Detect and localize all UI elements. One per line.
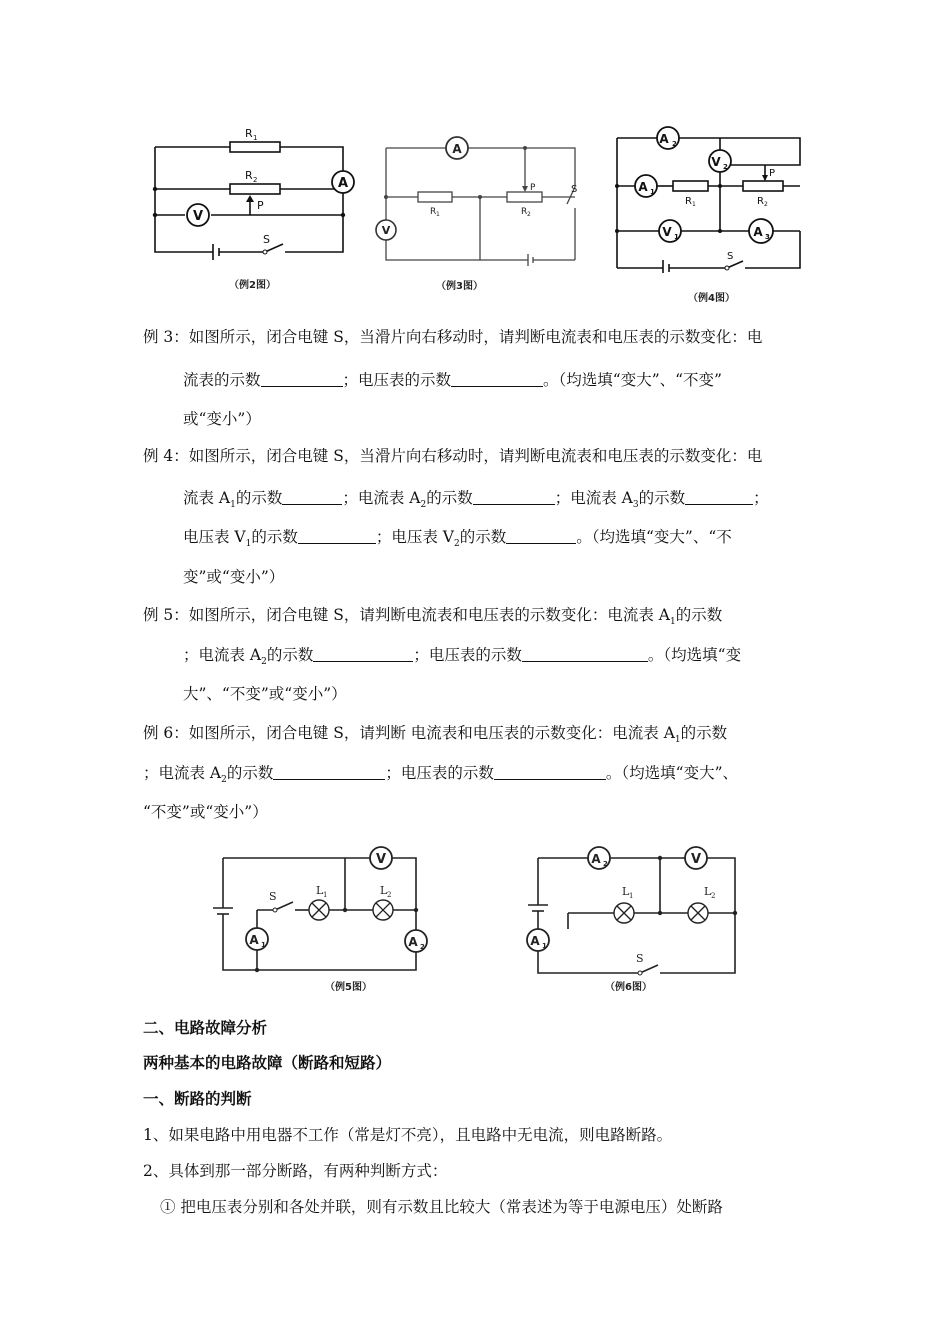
answer-blank[interactable] <box>506 529 576 544</box>
answer-blank[interactable] <box>473 490 555 505</box>
ammeter-a2-label: A <box>408 935 418 949</box>
subheading-two-faults: 两种基本的电路故障（断路和短路） <box>143 1054 392 1072</box>
slider-p-label: P <box>530 183 536 193</box>
answer-blank[interactable] <box>313 647 413 662</box>
fault-item-2: 2、具体到那一部分断路，有两种判断方式： <box>143 1162 448 1180</box>
figure-example-3 <box>370 132 590 272</box>
subheading-open-circuit: 一、断路的判断 <box>143 1090 252 1108</box>
voltmeter-v-label: V <box>690 852 702 867</box>
example-3-line-3: 或“变小”） <box>183 410 261 428</box>
lamp-l1-label: L <box>622 885 630 898</box>
answer-blank[interactable] <box>451 372 543 387</box>
voltmeter-v-label: V <box>192 209 204 224</box>
voltmeter-v-label: V <box>375 852 387 867</box>
r1-label-sub: 1 <box>692 201 696 208</box>
switch-s-label: S <box>263 233 270 246</box>
ammeter-a-label: A <box>337 176 349 191</box>
switch-s-label: S <box>269 890 277 903</box>
slider-p-label: P <box>769 168 776 179</box>
example-5-line-1: 例 5：如图所示，闭合电键 S，请判断电流表和电压表的示数变化：电流表 $A_1$的示数 <box>143 606 723 628</box>
answer-blank[interactable] <box>494 765 606 780</box>
answer-blank[interactable] <box>685 490 753 505</box>
caption-example-6: （例6图） <box>605 982 652 993</box>
circuit-diagram-example-2 <box>145 122 365 272</box>
ammeter-a2-sub: 2 <box>672 140 677 148</box>
circuit-diagram-example-3 <box>370 132 590 272</box>
voltmeter-v1-label: V <box>662 225 672 239</box>
ammeter-a1-label: A <box>638 180 648 194</box>
example-5-line-2: ；电流表 $A_2$的示数 ；电压表的示数 。（均选填“变 <box>183 646 742 668</box>
caption-example-5: （例5图） <box>325 982 372 993</box>
r1-label: R <box>245 127 253 140</box>
figure-example-6 <box>520 843 745 983</box>
lamp-l1-sub: 1 <box>323 891 328 899</box>
circuit-diagram-example-4 <box>605 123 810 273</box>
switch-s-label: S <box>636 952 644 965</box>
example-5-line-3: 大”、“不变”或“变小”） <box>183 685 347 703</box>
lamp-l2-label: L <box>380 884 388 897</box>
r2-label-sub: 2 <box>527 211 531 218</box>
example-6-line-2: ；电流表 $A_2$的示数 ；电压表的示数 。（均选填“变大”、 <box>143 764 738 786</box>
r1-label-sub: 1 <box>436 211 440 218</box>
example-4-line-2: 流表 $A_1$的示数 ；电流表 $A_2$的示数 ；电流表 $A_3$的示数 ； <box>183 489 769 511</box>
answer-blank[interactable] <box>273 765 385 780</box>
slider-p-label: P <box>257 199 264 212</box>
lamp-l2-sub: 2 <box>711 892 716 900</box>
voltmeter-v2-label: V <box>711 155 721 169</box>
lamp-l2-sub: 2 <box>387 891 392 899</box>
figure-example-2 <box>145 122 365 272</box>
ammeter-a-label: A <box>452 142 462 156</box>
example-6-line-1: 例 6：如图所示，闭合电键 S，请判断 电流表和电压表的示数变化：电流表 $A_1$的示数 <box>143 724 728 746</box>
answer-blank[interactable] <box>282 490 342 505</box>
caption-example-2: （例2图） <box>229 280 276 291</box>
r1-label: R <box>430 207 437 217</box>
answer-blank[interactable] <box>298 529 376 544</box>
example-4-line-4: 变”或“变小”） <box>183 568 285 586</box>
r2-label-sub: 2 <box>253 176 258 184</box>
answer-blank[interactable] <box>522 647 648 662</box>
ammeter-a2-sub: 2 <box>420 943 425 951</box>
example-6-line-3: “不变”或“变小”） <box>143 803 268 821</box>
caption-example-4: （例4图） <box>688 293 735 304</box>
ammeter-a2-label: A <box>591 852 601 866</box>
lamp-l2-label: L <box>704 885 712 898</box>
section-heading-fault-analysis: 二、电路故障分析 <box>143 1019 268 1037</box>
example-4-line-3: 电压表 $V_1$的示数 ；电压表 $V_2$的示数 。（均选填“变大”、“不 <box>183 528 732 550</box>
lamp-l1-sub: 1 <box>629 892 634 900</box>
ammeter-a2-label: A <box>659 132 669 146</box>
r2-label: R <box>757 196 764 207</box>
ammeter-a3-label: A <box>753 225 763 239</box>
figure-example-5 <box>205 840 450 990</box>
ammeter-a1-label: A <box>249 933 259 947</box>
voltmeter-v1-sub: 1 <box>674 233 679 241</box>
answer-blank[interactable] <box>261 372 343 387</box>
circuit-diagram-example-6 <box>520 843 745 983</box>
voltmeter-v2-sub: 2 <box>723 163 728 171</box>
ammeter-a1-sub: 1 <box>650 188 655 196</box>
example-4-line-1: 例 4：如图所示，闭合电键 S，当滑片向右移动时，请判断电流表和电压表的示数变化：电 <box>143 447 763 465</box>
r1-label-sub: 1 <box>253 134 258 142</box>
r1-label: R <box>685 196 692 207</box>
ammeter-a3-sub: 3 <box>765 233 770 241</box>
r2-label: R <box>245 169 253 182</box>
switch-s-label: S <box>571 184 578 195</box>
figure-example-4 <box>605 123 810 273</box>
example-3-line-2: 流表的示数 ；电压表的示数 。（均选填“变大”、“不变” <box>183 371 722 389</box>
circuit-diagram-example-5 <box>205 840 450 990</box>
fault-item-1: 1、如果电路中用电器不工作（常是灯不亮），且电路中无电流，则电路断路。 <box>143 1126 673 1144</box>
ammeter-a1-label: A <box>530 934 540 948</box>
lamp-l1-label: L <box>316 884 324 897</box>
voltmeter-v-label: V <box>381 224 391 237</box>
r2-label-sub: 2 <box>764 201 768 208</box>
ammeter-a2-sub: 2 <box>603 860 608 868</box>
caption-example-3: （例3图） <box>436 281 483 292</box>
ammeter-a1-sub: 1 <box>542 942 547 950</box>
example-3-line-1: 例 3：如图所示，闭合电键 S，当滑片向右移动时，请判断电流表和电压表的示数变化：电 <box>143 328 763 346</box>
fault-item-3: ① 把电压表分别和各处并联，则有示数且比较大（常表述为等于电源电压）处断路 <box>160 1198 723 1216</box>
switch-s-label: S <box>727 251 734 262</box>
r2-label: R <box>521 207 528 217</box>
ammeter-a1-sub: 1 <box>261 941 266 949</box>
